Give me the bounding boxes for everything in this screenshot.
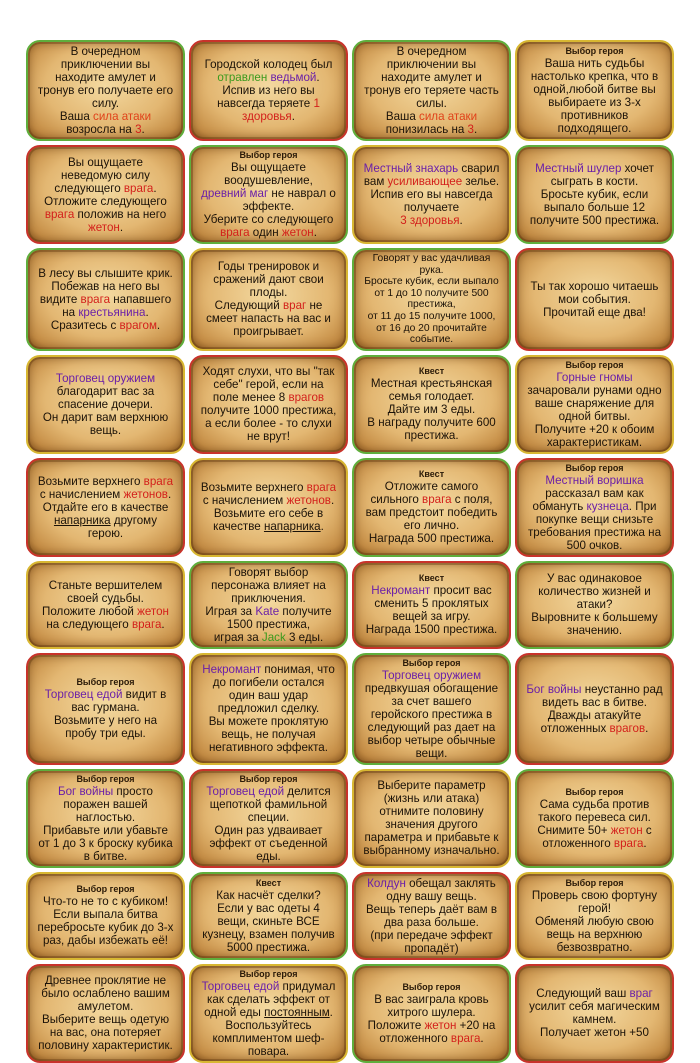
event-card[interactable] [352,248,511,351]
card-text-segment: . Отложите следующего [44,181,167,208]
card-text-segment: Отложите самого сильного [370,480,479,507]
event-card[interactable] [26,40,185,141]
highlight-text: 1 здоровья [242,97,320,123]
event-card[interactable] [352,458,511,557]
highlight-text: врага [143,474,174,488]
card-text-segment: Говорят выбор персонажа влияет на приключения. Играя за [205,565,326,618]
highlight-text: жетонов [286,494,331,508]
card-text-segment: видит в вас гурмана. Возьмите у него на пробу три еды. [53,688,167,741]
highlight-text: отравлен [217,71,268,84]
card-text-segment: В лесу вы слышите крик. Побежав на него вы видите [38,266,173,306]
card-text-segment: не смеет напасть на вас и проигрывает. [206,299,331,339]
card-text-segment: . [459,214,463,227]
highlight-text: 3 здоровья [400,214,460,227]
event-card[interactable] [189,769,348,868]
card-title: Выбор героя [239,968,298,979]
card-text [37,372,174,437]
card-title: Выбор героя [76,884,135,895]
event-card[interactable] [189,458,348,557]
card-text-segment: придумал как сделать эффект от одной еды [204,979,336,1019]
card-text-segment: сварил вам [363,162,500,188]
highlight-text: жетонов [123,487,168,501]
card-text-segment: предвкушая обогащение за счет вашего геройского престижа в следующий раз дает на выбор четыре обычные вещи. [364,681,499,760]
event-card[interactable] [189,355,348,454]
card-text-segment: В вас заиграла кровь хитрого шулера. Положите [367,992,489,1032]
card-text-segment: другому герою. [87,513,158,540]
card-text-segment: с начислением [39,487,124,501]
highlight-text: Местный знахарь [363,162,459,175]
card-text [200,785,337,863]
highlight-text: ведьмой [270,71,317,84]
card-text [363,877,500,955]
card-title: Выбор героя [76,773,135,784]
highlight-text: древний маг [201,187,269,200]
event-card[interactable] [26,458,185,557]
card-text [526,162,663,227]
card-text-segment: . [156,318,161,332]
event-card[interactable] [189,964,348,1063]
card-text [526,798,663,850]
card-text-segment: делится щепоткой фамильной специи. Один раз удваивает эффект от съеденной еды. [209,784,331,863]
card-text-segment: . [119,220,124,234]
highlight-text: Бог войны [526,682,582,696]
event-card[interactable] [352,653,511,765]
card-text [37,974,174,1052]
card-text-segment: возросла на [66,123,136,136]
highlight-text: Горные гномы [556,370,633,384]
card-title: Выбор героя [565,359,624,370]
event-card[interactable] [515,40,674,141]
card-text-segment: Говорят у вас удачливая рука. Бросьте кубик, если выпало от 1 до 10 получите 500 престижа, от 11 до 15 получите 1000, от 16 до 20 прочитайте событие. [364,253,499,346]
highlight-text: Бог войны [57,784,114,798]
highlight-text: врага [123,181,154,195]
card-text-segment: Ты так хорошо читаешь мои события. Прочитай еще два! [530,279,659,319]
card-text-segment: благодарит вас за спасение дочери. Он дарит вам верхнюю вещь. [42,384,169,437]
event-card[interactable] [515,964,674,1063]
card-text-segment: зелье. Испив его вы навсегда получаете [370,175,500,214]
event-card[interactable] [515,561,674,649]
event-card[interactable] [352,355,511,454]
event-card[interactable] [352,145,511,244]
highlight-text: Местный шулер [535,162,622,175]
card-text-segment: просит вас сменить 5 проклятых вещей за игру. Награда 1500 престижа. [365,584,498,637]
card-text-segment: . [645,721,649,735]
event-card[interactable] [515,355,674,454]
card-text-segment: положив на него [74,207,167,221]
highlight-text: врага [306,481,337,495]
event-card[interactable] [515,248,674,351]
card-text [526,987,663,1039]
card-text-segment: Что-то не то с кубиком! Если выпала битва перебросьте кубик до 3-х раз, дабы избежать её! [37,895,174,948]
card-text-segment: Древнее проклятие не было ослаблено вашим амулетом. Выберите вещь одетую на вас, она потеряет половину характеристик. [38,974,173,1053]
event-card[interactable] [515,458,674,557]
highlight-text: Торговец едой [44,688,123,702]
card-text-segment: В очередном приключении вы находите амулет и тронув его получаете его силу. Ваша [37,45,174,123]
card-text [526,371,663,449]
card-text [363,162,500,227]
card-text-segment: неустанно рад видеть вас в битве. Дважды атакуйте отложенных [540,682,663,735]
card-text-segment: на следующего [46,617,132,631]
card-text-segment: один [249,226,282,239]
card-text-segment: . [480,1031,484,1045]
event-card[interactable] [26,355,185,454]
card-title: Квест [255,877,282,888]
card-text-segment: . Возьмите его себе в качестве [213,494,335,534]
card-text-segment: . [291,110,295,123]
card-text [200,980,337,1058]
card-text-segment: понимая, что до погибели остался один ваш удар предложил сделку. Вы можете проклятую вещь, не получая негативного эффекта. [208,663,335,755]
card-text [200,566,337,644]
highlight-text: 3 [467,123,474,136]
card-text [526,683,663,735]
card-text-segment: не наврал о эффекте. Уберите со следующего [203,187,336,226]
highlight-text: врага [450,1031,481,1045]
highlight-text: Торговец оружием [55,371,156,385]
highlight-text: врага [422,493,452,507]
card-text [526,57,663,135]
card-text [200,161,337,239]
card-sheet [26,40,674,1058]
event-card[interactable] [189,653,348,765]
card-text-segment: получите 1000 престижа, а если более - то слухи не врут! [200,404,337,444]
highlight-text: Jack [261,630,286,644]
highlight-text: врага [80,292,111,306]
card-text-segment: Проверь свою фортуну герой! Обменяй любую свою вещь на верхнюю безвозвратно. [531,888,658,954]
card-title: Квест [418,469,445,480]
card-text [363,253,500,346]
event-card[interactable] [26,653,185,765]
card-text [37,156,174,234]
highlight-text: Торговец едой [201,979,280,993]
card-text [526,572,663,637]
highlight-text: врага [220,226,250,239]
event-card[interactable] [352,872,511,960]
card-text-segment: У вас одинаковое количество жизней и атаки? Выровните к большему значению. [531,572,658,638]
card-text [37,785,174,863]
card-text [37,45,174,136]
event-card[interactable] [515,872,674,960]
event-card[interactable] [352,40,511,141]
highlight-text: Kate [255,604,280,618]
highlight-text: врага [131,617,162,631]
card-text [200,58,337,123]
event-card[interactable] [26,872,185,960]
card-text-segment: . [473,123,478,136]
card-title: Квест [418,366,445,377]
card-text [526,280,663,319]
card-text-segment: . При покупке вещи снизьте требования престижа на 500 очков. [527,499,662,552]
highlight-text: враг [282,299,307,313]
card-text-segment: с начислением [202,494,287,508]
card-text-segment: . Испив из него вы навсегда теряете [217,71,320,110]
highlight-text: сила атаки [419,110,478,123]
card-text-segment: рассказал вам как обмануть [532,486,644,513]
card-text [363,584,500,636]
card-text-segment: постоянным [264,1005,330,1019]
event-card[interactable] [352,769,511,868]
card-text-segment: Выберите параметр (жизнь или атака) отнимите половину значения другого параметра и прибавьте к выбранному изначально. [363,779,500,858]
card-text-segment: Ходят слухи, что вы "так себе" герой, если на поле менее 8 [202,365,335,405]
card-text-segment: просто поражен вашей наглостью. Прибавьте или убавьте от 1 до 3 к броску кубика в битве. [38,784,173,863]
event-card[interactable] [189,248,348,351]
card-text-segment: напарника [53,513,111,527]
card-text [200,889,337,954]
card-text-segment: . [320,520,324,534]
highlight-text: Некромант [202,663,262,677]
card-text [200,365,337,443]
card-text-segment: . [141,123,145,136]
card-text-segment: Вы ощущаете неведомую силу следующего [54,155,150,195]
event-card[interactable] [26,561,185,649]
event-card[interactable] [26,964,185,1063]
highlight-text: Торговец едой [206,784,285,798]
event-card[interactable] [352,964,511,1063]
card-text-segment: понизилась на [385,123,468,136]
card-text-segment: Возьмите верхнего [200,481,307,495]
card-text-segment: Ваша нить судьбы настолько крепка, что в одной,любой битве вы выбираете из 3-х противников подходящего. [530,57,659,135]
card-text [363,669,500,760]
card-text [37,688,174,740]
highlight-text: врагом [119,318,157,332]
card-text-segment: В очередном приключении вы находите амулет и тронув его теряете часть силы. Ваша [364,45,499,123]
event-card[interactable] [189,145,348,244]
highlight-text: жетон [137,604,169,618]
card-text-segment: Возьмите верхнего [37,474,144,488]
card-title: Выбор героя [402,981,461,992]
event-card[interactable] [352,561,511,649]
highlight-text: врага [613,836,644,850]
card-text-segment: . Отдайте его в качестве [42,487,172,514]
card-text [363,45,500,136]
card-text-segment: хочет сыграть в кости. Бросьте кубик, если выпало больше 12 получите 500 престижа. [529,162,660,227]
card-text-segment: напарника [263,520,321,534]
card-text [200,663,337,754]
event-card[interactable] [515,653,674,765]
card-text-segment: с поля, вам предстоит победить его лично. Награда 500 престижа. [365,493,498,546]
highlight-text: врагов [288,391,325,405]
card-text [363,377,500,442]
card-text-segment: . Воспользуйтесь комплиментом шеф-повара. [212,1005,333,1058]
card-text-segment: усилит себя магическим камнем. Получает жетон +50 [529,1000,660,1040]
card-title: Выбор героя [565,877,624,888]
card-text-segment: Вы ощущаете воодушевление, [224,161,313,187]
highlight-text: 3 [135,123,142,136]
card-text-segment: зачаровали рунами одно ваше снаряжение для одной битвы. Получите +20 к обоим характеристикам. [527,383,662,449]
card-text-segment: Сама судьба против такого перевеса сил. Снимите 50+ [537,797,651,837]
card-text-segment: Как насчёт сделки? Если у вас одеты 4 вещи, скиньте ВСЕ кузнецу, взамен получив 5000 престижа. [202,888,335,954]
card-title: Выбор героя [239,773,298,784]
card-text [363,480,500,545]
card-text-segment: с отложенного [542,823,652,850]
highlight-text: сила атаки [93,110,152,123]
card-text-segment: Годы тренировок и сражений дают свои плоды. Следующий [213,260,324,313]
card-text-segment: напавшего на [62,292,172,319]
card-text-segment: Станьте вершителем своей судьбы. Положите любой [42,578,163,618]
card-text-segment: . Сразитесь с [50,305,149,332]
event-card[interactable] [26,248,185,351]
card-text [526,474,663,552]
highlight-text: жетон [610,823,643,837]
card-text [37,267,174,332]
event-card[interactable] [26,769,185,868]
card-text [200,481,337,533]
highlight-text: Торговец оружием [381,668,482,682]
highlight-text: врага [44,207,75,221]
card-text-segment: обещал заклять одну вашу вещь. Вещь теперь даёт вам в два раза больше. (при передаче эффект пропадёт) [365,876,498,955]
highlight-text: жетон [87,220,120,234]
card-title: Выбор героя [565,46,624,56]
card-text-segment: получите 1500 престижа, играя за [213,604,332,644]
card-text-segment: Городской колодец был [204,58,333,71]
highlight-text: усиливающее [387,175,463,188]
highlight-text: жетон [281,226,314,239]
highlight-text: врагов [609,721,646,735]
event-card[interactable] [515,769,674,868]
card-text-segment: 3 еды. [285,630,324,644]
highlight-text: Колдун [367,876,406,890]
card-text-segment: . [643,836,647,850]
card-text [200,260,337,338]
card-text-segment: . [161,617,165,631]
highlight-text: враг [629,987,653,1001]
card-title: Выбор героя [565,786,624,797]
highlight-text: жетон [424,1018,457,1032]
card-title: Выбор героя [239,150,298,160]
highlight-text: крестьянина [78,305,146,319]
card-title: Выбор героя [565,462,624,473]
card-text [37,475,174,540]
highlight-text: кузнеца [586,499,629,513]
card-text-segment: . [313,226,317,239]
event-card[interactable] [26,145,185,244]
card-title: Выбор героя [76,677,135,688]
highlight-text: Некромант [371,584,431,598]
highlight-text: Местный воришка [545,473,644,487]
card-title: Выбор героя [402,657,461,668]
card-text-segment: Следующий ваш [536,987,630,1001]
card-text [526,889,663,954]
event-card[interactable] [189,40,348,141]
card-text [363,779,500,857]
event-card[interactable] [189,561,348,649]
card-title: Квест [418,573,445,584]
card-text [37,895,174,947]
event-card[interactable] [515,145,674,244]
event-card[interactable] [189,872,348,960]
card-text-segment: +20 на отложенного [379,1018,496,1045]
card-text [363,993,500,1045]
card-text-segment: Местная крестьянская семья голодает. Дайте им 3 еды. В награду получите 600 престижа. [367,377,496,443]
card-text [37,579,174,631]
